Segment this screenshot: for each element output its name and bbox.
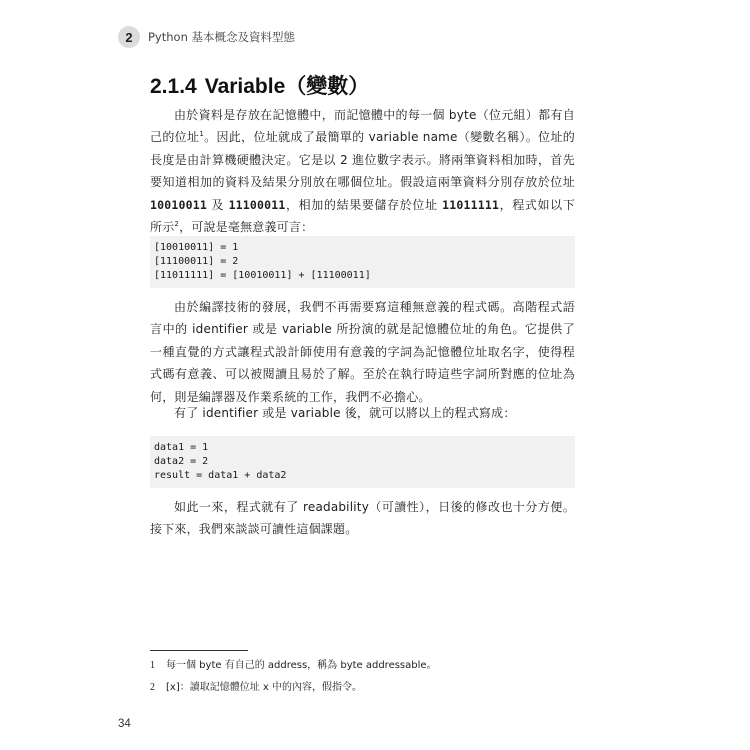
footnote-mark: 1: [150, 660, 155, 671]
footnote-ref-1[interactable]: 1: [199, 130, 204, 139]
code-line: [10010011] = 1: [154, 242, 239, 253]
code-block-variables: [150, 436, 575, 488]
footnote-divider: [150, 650, 248, 651]
section-number: 2.1.4: [150, 75, 197, 98]
paragraph-3: 有了 identifier 或是 variable 後，就可以將以上的程式寫成：: [174, 406, 516, 420]
footnote-text: [x]：讀取記憶體位址 x 中的內容，假指令。: [166, 682, 362, 693]
code-line: data2 = 2: [154, 456, 209, 467]
paragraph-2: 由於編譯技術的發展，我們不再需要寫這種無意義的程式碼。高階程式語言中的 identifier 或是 variable 所扮演的就是記憶體位址的角色。它提供了一種直覺的方式讓程式設計師使用有意義的字詞為記憶體位址取名字，使得程式碼有意義、可以被閱讀且易於了解。至於在執行時這些字詞所對應的位址為何，則是編譯器及作業系統的工作，我們不必擔心。: [150, 300, 575, 404]
paragraph-1: 由於資料是存放在記憶體中，而記憶體中的每一個 byte（位元組）都有自己的位址$^1$。因此，位址就成了最簡單的 variable name（變數名稱）。位址的長度是由計算機硬體決定。它是以 2 進位數字表示。將兩筆資料相加時，首先要知道相加的資料及結果分別放在哪個位址。假設這兩筆資料分別存放於位址 10010011 及 11100011，相加的結果要儲存於位址 11011111，程式如以下所示$^2$，可說是毫無意義可言：: [150, 108, 576, 235]
section-heading: [150, 70, 369, 100]
running-header: [118, 26, 295, 48]
page-number: 34: [118, 718, 131, 730]
chapter-number-badge: 2: [118, 26, 140, 48]
code-line: data1 = 1: [154, 442, 209, 453]
address-3: 11011111: [442, 197, 500, 212]
paragraph-4: 如此一來，程式就有了 readability（可讀性），日後的修改也十分方便。接下來，我們來談談可讀性這個課題。: [150, 500, 575, 537]
footnote-2: [150, 681, 362, 695]
footnote-ref-2[interactable]: 2: [174, 220, 180, 229]
footnote-text: 每一個 byte 有自己的 address，稱為 byte addressable。: [166, 660, 437, 671]
footnote-1: [150, 659, 437, 673]
section-title: Variable（變數）: [204, 75, 370, 98]
code-block-addresses: [150, 236, 575, 288]
address-2: 11100011: [228, 197, 286, 212]
footnote-mark: 2: [150, 682, 155, 693]
code-line: result = data1 + data2: [154, 470, 287, 481]
code-line: [11011111] = [10010011] + [11100011]: [154, 270, 371, 281]
code-line: [11100011] = 2: [154, 256, 239, 267]
address-1: 10010011: [150, 197, 207, 212]
chapter-title: Python 基本概念及資料型態: [148, 30, 296, 44]
